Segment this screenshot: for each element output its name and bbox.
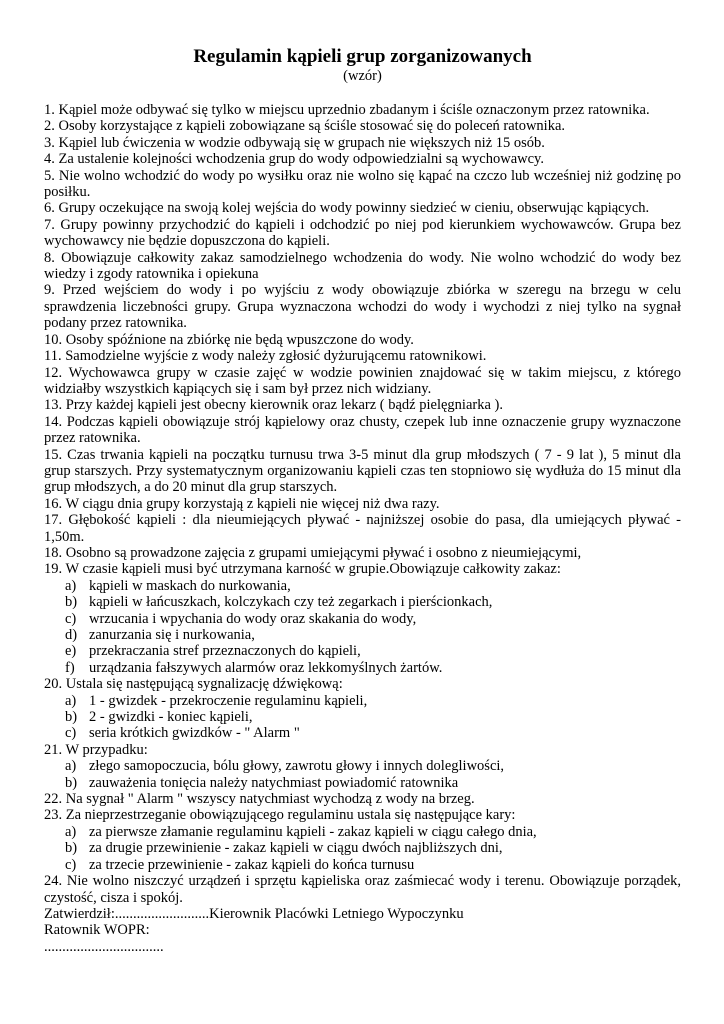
list-item <box>44 594 681 610</box>
rule-22: 22. Na sygnał " Alarm " wszyscy natychmiast wychodzą z wody na brzeg. <box>44 791 475 808</box>
rule-4: 4. Za ustalenie kolejności wchodzenia grup do wody odpowiedzialni są wychowawcy. <box>44 151 544 168</box>
item-text: kąpieli w maskach do nurkowania, <box>89 577 291 594</box>
item-letter: a) <box>65 692 77 709</box>
rule-14: 14. Podczas kąpieli obowiązuje strój kąpielowy oraz chusty, czepek lub inne oznaczenie grupy wyznaczone przez ratownika. <box>44 413 681 447</box>
item-letter: b) <box>65 774 78 791</box>
item-text: seria krótkich gwizdków - " Alarm " <box>89 725 300 742</box>
item-text: złego samopoczucia, bólu głowy, zawrotu głowy i innych dolegliwości, <box>89 758 505 775</box>
item-letter: c) <box>65 856 77 873</box>
item-text: za pierwsze złamanie regulaminu kąpieli - zakaz kąpieli w ciągu całego dnia, <box>89 823 537 840</box>
rule-3: 3. Kąpiel lub ćwiczenia w wodzie odbywają się w grupach nie większych niż 15 osób. <box>44 134 545 151</box>
item-text: zanurzania się i nurkowania, <box>89 627 255 643</box>
list-item <box>44 709 681 725</box>
document-title: Regulamin kąpieli grup zorganizowanych <box>193 46 532 67</box>
approval-line: Zatwierdził:..........................Kierownik Placówki Letniego Wypoczynku <box>44 905 464 922</box>
list-item <box>44 857 681 873</box>
rule-5: 5. Nie wolno wchodzić do wody po wysiłku oraz nie wolno się kąpać na czczo lub wcześniej niż godzinę po posiłku. <box>44 167 681 201</box>
item-text: 2 - gwizdki - koniec kąpieli, <box>89 709 253 726</box>
rule-19: 19. W czasie kąpieli musi być utrzymana karność w grupie.Obowiązuje całkowity zakaz: <box>44 561 561 578</box>
rule-24: 24. Nie wolno niszczyć urządzeń i sprzętu kąpieliska oraz zaśmiecać wody i terenu. Obowiązuje porządek, czystość, cisza i spokój. <box>44 873 681 906</box>
item-letter: e) <box>65 643 77 660</box>
rule-8: 8. Obowiązuje całkowity zakaz samodzielnego wchodzenia do wody. Nie wolno wchodzić do wody bez wiedzy i zgody ratownika i opiekuna <box>44 249 681 283</box>
lifeguard-label: Ratownik WOPR: <box>44 922 150 939</box>
rule-23: 23. Za nieprzestrzeganie obowiązującego regulaminu ustala się następujące kary: <box>44 807 516 824</box>
rule-15: 15. Czas trwania kąpieli na początku turnusu trwa 3-5 minut dla grup młodszych ( 7 - 9 lat ), 5 minut dla grup starszych. Przy systematycznym organizowaniu kąpieli czas ten stopniowo się wydłuża do 15 minut dla grup młodszych, a do 20 minut dla grup starszych. <box>44 446 681 496</box>
signature-dots: ................................. <box>44 938 164 955</box>
item-letter: b) <box>65 594 78 611</box>
rule-11: 11. Samodzielne wyjście z wody należy zgłosić dyżurującemu ratownikowi. <box>44 348 487 365</box>
list-item <box>44 611 681 627</box>
rule-12: 12. Wychowawca grupy w czasie zajęć w wodzie powinien znajdować się w takim miejscu, z którego widziałby wszystkich kąpiących się i sam był przez nich widziany. <box>44 364 681 397</box>
rule-20: 20. Ustala się następującą sygnalizację dźwiękową: <box>44 676 343 693</box>
item-text: urządzania fałszywych alarmów oraz lekkomyślnych żartów. <box>89 659 443 676</box>
list-item <box>44 693 681 709</box>
rule-1: 1. Kąpiel może odbywać się tylko w miejscu uprzednio zbadanym i ściśle oznaczonym przez ratownika. <box>44 102 650 118</box>
item-text: zauważenia tonięcia należy natychmiast powiadomić ratownika <box>89 774 459 791</box>
item-letter: a) <box>65 758 77 775</box>
list-item <box>44 660 681 676</box>
list-item <box>44 758 681 774</box>
rule-9: 9. Przed wejściem do wody i po wyjściu z wody obowiązuje zbiórka w szeregu na brzegu w celu sprawdzenia liczebności grupy. Grupa wyznaczona wchodzi do wody i wychodzi z niej tylko na sygnał podany przez ratownika. <box>44 282 681 332</box>
list-item <box>44 643 681 659</box>
rule-13: 13. Przy każdej kąpieli jest obecny kierownik oraz lekarz ( bądź pielęgniarka ). <box>44 397 503 414</box>
list-item <box>44 775 681 791</box>
rule-21: 21. W przypadku: <box>44 741 148 758</box>
item-text: przekraczania stref przeznaczonych do kąpieli, <box>89 643 361 660</box>
item-text: wrzucania i wpychania do wody oraz skakania do wody, <box>89 610 417 627</box>
item-letter: f) <box>65 659 75 676</box>
item-text: kąpieli w łańcuszkach, kolczykach czy też zegarkach i pierścionkach, <box>89 594 493 611</box>
list-item <box>44 824 681 840</box>
rule-17: 17. Głębokość kąpieli : dla nieumiejących pływać - najniższej osobie do pasa, dla umiejących pływać - 1,50m. <box>44 512 681 545</box>
item-text: za trzecie przewinienie - zakaz kąpieli do końca turnusu <box>89 856 415 873</box>
regulations-body <box>44 102 681 955</box>
item-letter: b) <box>65 709 78 726</box>
item-text: 1 - gwizdek - przekroczenie regulaminu kąpieli, <box>89 692 368 709</box>
item-letter: d) <box>65 627 78 643</box>
rule-10: 10. Osoby spóźnione na zbiórkę nie będą wpuszczone do wody. <box>44 331 414 348</box>
list-item <box>44 725 681 741</box>
item-letter: c) <box>65 725 77 742</box>
rule-18: 18. Osobno są prowadzone zajęcia z grupami umiejącymi pływać i osobno z nieumiejącymi, <box>44 544 582 561</box>
document-subtitle: (wzór) <box>343 68 382 84</box>
item-letter: a) <box>65 577 77 594</box>
rule-6: 6. Grupy oczekujące na swoją kolej wejścia do wody powinny siedzieć w cieniu, obserwując kąpiących. <box>44 200 650 217</box>
item-letter: b) <box>65 840 78 857</box>
list-item <box>44 627 681 643</box>
item-text: za drugie przewinienie - zakaz kąpieli w ciągu dwóch najbliższych dni, <box>89 840 503 857</box>
list-item <box>44 578 681 594</box>
list-item <box>44 840 681 856</box>
rule-7: 7. Grupy powinny przychodzić do kąpieli i odchodzić po niej pod kierunkiem wychowawców. Grupa bez wychowawcy nie będzie dopuszczona do kąpieli. <box>44 216 681 250</box>
item-letter: a) <box>65 823 77 840</box>
item-letter: c) <box>65 610 77 627</box>
rule-2: 2. Osoby korzystające z kąpieli zobowiązane są ściśle stosować się do poleceń ratownika. <box>44 118 566 135</box>
rule-16: 16. W ciągu dnia grupy korzystają z kąpieli nie więcej niż dwa razy. <box>44 495 440 512</box>
